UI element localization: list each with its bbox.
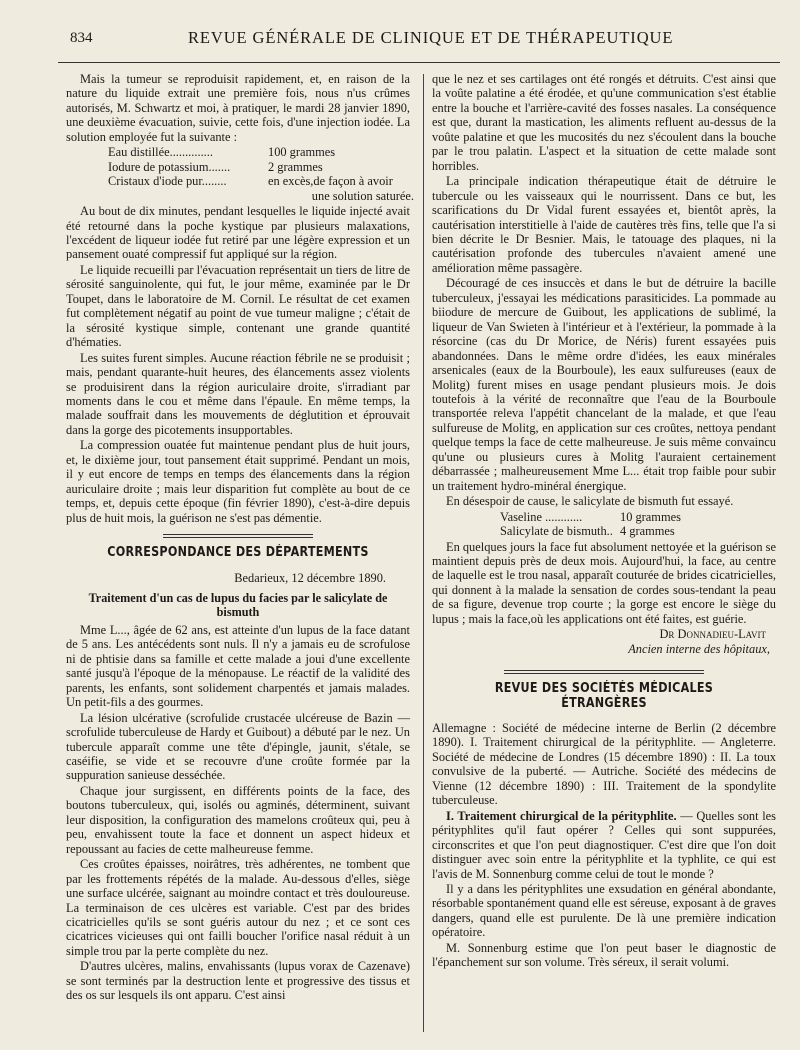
paragraph: La lésion ulcérative (scrofulide crustacée ulcéreuse de Bazin — scrofulide tuberculeuse de Hardy et Guibout) a débuté par le nez. Un tubercule apparaît comme une tête d'épingle, jaunit, s'étale, se caséifie, se vide et se recouvre d'une croûte formée par la suppuration sanieuse desséchée.: [66, 710, 410, 783]
section-separator: [504, 670, 704, 674]
recipe-ingredient: Cristaux d'iode pur........: [108, 174, 227, 189]
recipe-quantity: 10 grammes: [620, 509, 681, 524]
recipe-quantity: 100 grammes: [268, 145, 336, 160]
paragraph: Les suites furent simples. Aucune réaction fébrile ne se produisit ; mais, pendant quarante-huit heures, des élancements assez violents se produisirent dans la région auriculaire droite, s'irradiant par moments dans le cou et même dans l'épaule. En même temps, la malade souffrait dans les mouvements de déglutition et éprouvait dans la gorge des picotements insupportables.: [66, 350, 410, 437]
paragraph: Découragé de ces insuccès et dans le but de détruire la bacille tuberculeux, j'essayai les médications parasiticides. La pommade au biiodure de mercure de Guibout, les applications de sublimé, la liqueur de Van Swieten à l'intérieur et à l'extérieur, la pommade à la résorcine (cas du Dr Morice, de Néris) furent essayées puis abandonnées. Dans le même ordre d'idées, les eaux minérales arsenicales (eaux de la Bourboule), les eaux sulfureuses (eaux de Molitg) furent mises en usage pendant plusieurs mois. Je dois toutefois à la vérité de reconnaître que l'eau de la Bourboule transportée releva l'appétit chancelant de la malade, et que l'eau sulfureuse de Molitg, en application sur ces croûtes, nettoya pendant quelque temps la face de cette malheureuse. Je suis même convaincu qu'une ou plusieurs cures à Molitg l'auraient certainement débarrassée ; malheureusement Mme L... était trop faible pour subir un traitement hydro-minéral énergique.: [432, 276, 776, 493]
header-rule: [58, 62, 780, 63]
right-column: [432, 72, 776, 971]
page-number: 834: [70, 30, 93, 46]
recipe-quantity: en excès,de façon à avoir: [268, 174, 393, 189]
paragraph: D'autres ulcères, malins, envahissants (lupus vorax de Cazenave) se sont terminés par la destruction lente et progressive des tissus et des os sur lesquels ils ont apparu. C'est ainsi: [66, 959, 410, 1003]
paragraph: Au bout de dix minutes, pendant lesquelles le liquide injecté avait été retourné dans la poche kystique par plusieurs malaxations, l'excédent de liqueur iodée fut retiré par une légère expression et un pansement ouaté compressif fut appliqué sur la région.: [66, 204, 410, 262]
paragraph: En désespoir de cause, le salicylate de bismuth fut essayé.: [446, 494, 734, 509]
recipe-ingredient: Eau distillée..............: [108, 145, 213, 160]
paragraph: En quelques jours la face fut absolument nettoyée et la guérison se maintient depuis près de deux mois. Aujourd'hui, la face, au centre de laquelle est le trou nasal, apparaît couturée de brides cicatricielles, qui donnent à la malade la sensation de cordes sous-tendant la peau de sa figure, devenue trop courte ; la gorge est encore le siège du lupus ; mais la face,où les applications ont été faites, est guérie.: [432, 539, 776, 626]
paragraph: M. Sonnenburg estime que l'on peut baser le diagnostic de l'épanchement sur son volume. Très séreux, il serait volumi.: [432, 940, 776, 970]
recipe-table: [500, 510, 776, 539]
recipe-ingredient: Vaseline ............: [500, 509, 583, 524]
recipe-table: [108, 145, 414, 203]
paragraph: Il y a dans les pérityphlites une exsudation en général abondante, résorbable spontanément quand elle est séreuse, exposant à de graves dangers, quand elle est purulente. De là une première indication opératoire.: [432, 882, 776, 940]
paragraph: Mme L..., âgée de 62 ans, est atteinte d'un lupus de la face datant de 5 ans. Les antécédents sont nuls. Il n'y a jamais eu de scrofulose ni de phtisie dans sa famille et cette malade a joui d'une excellente santé jusqu'à l'époque de la ménopause. Le réactif de la validité des parents, les enfants, sont solidement charpentés et jamais malades. Un petit-fils a des gourmes.: [66, 622, 410, 710]
paragraph: La compression ouatée fut maintenue pendant plus de huit jours, et, le dixième jour, tout pansement était supprimé. Pendant un mois, il y eut encore de temps en temps des élancements dans la région auriculaire droite ; mais leur disparition fut complète au bout de ce temps, et, depuis cette époque (fin février 1890), c'est-à-dire depuis plus de huit mois, la guérison ne s'est pas démentie.: [66, 438, 410, 525]
page-header: [58, 28, 770, 52]
author-role: Ancien interne des hôpitaux,: [628, 641, 770, 656]
paragraph: Chaque jour surgissent, en différents points de la face, des boutons tuberculeux, qui, isolés ou agminés, déterminent, suivant leur disposition, la configuration des mamelons croûteux qui, peu à peu, envahissent toute la face et donnent un aspect hideux et repoussant au facies de cette malheureuse femme.: [66, 783, 410, 856]
summary-paragraph: Allemagne : Société de médecine interne de Berlin (2 décembre 1890). I. Traitement chirurgical de la pérityphlite. — Angleterre. Société de médecine de Londres (15 décembre 1890) : II. La toux convulsive de la puberté. — Autriche. Société des médecins de Vienne (12 décembre 1890) : III. Traitement de la spondylite tuberculeuse.: [432, 721, 776, 808]
recipe-ingredient: Salicylate de bismuth..: [500, 524, 613, 539]
paragraph: [432, 809, 776, 881]
subsection-title: I. Traitement chirurgical de la pérityphlite.: [446, 808, 677, 823]
running-title: REVUE GÉNÉRALE DE CLINIQUE ET DE THÉRAPEUTIQUE: [188, 28, 674, 47]
section-title: CORRESPONDANCE DES DÉPARTEMENTS: [107, 545, 369, 561]
author-signature: Dr Donnadieu-Lavit: [659, 627, 766, 642]
section-separator: [163, 534, 313, 538]
dateline: Bedarieux, 12 décembre 1890.: [234, 570, 386, 585]
column-divider: [423, 74, 424, 1032]
section-title: REVUE DES SOCIÉTÉS MÉDICALES ÉTRANGÈRES: [494, 681, 714, 711]
recipe-ingredient: [108, 189, 268, 203]
recipe-quantity: une solution saturée.: [311, 188, 414, 203]
paragraph: Le liquide recueilli par l'évacuation représentait un tiers de litre de sérosité sanguinolente, qui fut, le jour même, examinée par le Dr Toupet, dans le laboratoire de M. Cornil. Le résultat de cet examen fut complètement négatif au point de vue tumeur maligne ; c'était de la sérosité kystique simple, contenant une grande quantité d'hématies.: [66, 262, 410, 350]
recipe-ingredient: Iodure de potassium.......: [108, 159, 231, 174]
recipe-quantity: 2 grammes: [268, 159, 323, 174]
recipe-quantity: 4 grammes: [620, 524, 675, 539]
paragraph-text: — Quelles sont les pérityphlites qu'il faut opérer ? Celles qui sont suppurées, circonscrites et que l'on peut diagnostiquer. C'est dire que l'on doit distinguer avec soin entre la pérityphlite et la typhlite, ce qui est l'avis de M. Sonnenburg comme celui de tout le monde ?: [432, 808, 776, 881]
paragraph: que le nez et ses cartilages ont été rongés et détruits. C'est ainsi que la voûte palatine a été érodée, et qu'une communication s'est établie entre la bouche et l'arrière-cavité des fosses nasales. La conséquence est que, durant la mastication, les aliments refluent au-dessus de la voûte palatine et que les mucosités du nez s'écoulent dans la bouche par le trou palatin. L'aspect et la situation de cette malade sont horribles.: [432, 72, 776, 173]
paragraph: La principale indication thérapeutique était de détruire le tubercule ou les vaisseaux qui le nourrissent. Dans ce but, les scarifications du Dr Vidal furent essayées et, bientôt après, la cautérisation interstitielle à l'aide de cautères très fins, telle que l'a si bien décrite le Dr Besnier. Mais, le tatouage des plaques, ni la cautérisation profonde des tubercules n'avaient amené une amélioration même passagère.: [432, 174, 776, 275]
left-column: [66, 72, 414, 1004]
article-title: Traitement d'un cas de lupus du facies par le salicylate de bismuth: [88, 590, 388, 619]
paragraph: Mais la tumeur se reproduisit rapidement, et, en raison de la nature du liquide extrait une première fois, nous n'us crûmes autorisés, M. Schwartz et moi, à pratiquer, le mardi 28 janvier 1890, une deuxième évacuation, suivie, cette fois, d'une injection iodée. La solution employée fut la suivante :: [66, 72, 410, 144]
paragraph: Ces croûtes épaisses, noirâtres, très adhérentes, ne tombent que par les frottements répétés de la malade. Au-dessous d'elles, siège une surface ulcérée, saignant au moindre contact et très douloureuse. La terminaison de ces ulcères est variable. C'est par des brides cicatricielles qu'ils se sont guéris autour du nez ; et ce sont ces cicatrices vicieuses qui ont failli boucher l'orifice nasal réduit à un simple trou par la perte complète du nez.: [66, 857, 410, 958]
